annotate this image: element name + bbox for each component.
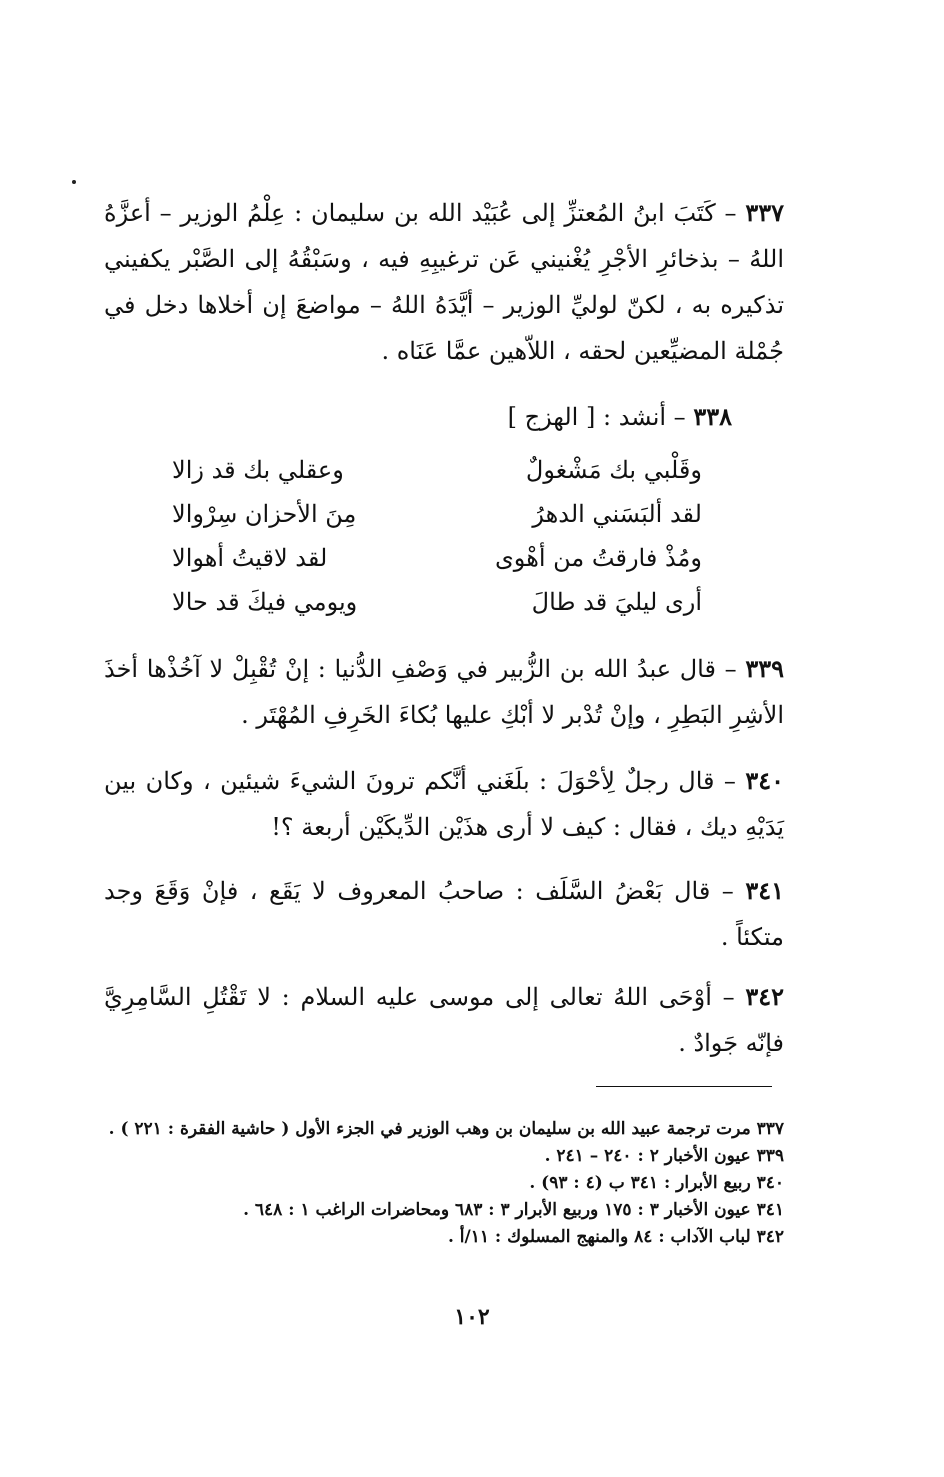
entry-337	[104, 190, 784, 374]
footnote: ٣٣٩ عيون الأخبار ٢ : ٢٤٠ – ٢٤١ .	[544, 1146, 784, 1166]
footnote: ٣٤٢ لباب الآداب : ٨٤ والمنهج المسلوك : ١١/أ .	[447, 1227, 784, 1247]
poem-heading	[104, 394, 732, 440]
entry-number: ٣٣٩	[745, 654, 784, 683]
footnotes	[104, 1116, 784, 1251]
verse-second-hemistich: لقد لاقيتُ أهوالا	[172, 544, 328, 572]
poem-meter: [ الهزج ]	[507, 403, 596, 431]
entry-number: ٣٤١	[745, 876, 784, 905]
entry-339	[104, 646, 784, 738]
verse-line	[172, 536, 702, 580]
verse-line	[172, 448, 702, 492]
entry-number: ٣٣٧	[745, 198, 784, 227]
poem-number: ٣٣٨	[693, 402, 732, 431]
entry-text: – قال عبدُ الله بن الزُّبير في وَصْفِ الدُّنيا : إنْ تُقْبِلْ لا آخُذْها أخذَ الأشِرِ البَطِرِ ، وإنْ تُدْبر لا أبْكِ عليها بُكاءَ الخَرِفِ المُهْتَر .	[104, 655, 784, 729]
verse-second-hemistich: مِنَ الأحزان سِرْوالا	[172, 500, 357, 528]
entry-text: – قال بَعْضُ السَّلَف : صاحبُ المعروف لا يَقَع ، فإنْ وَقَعَ وجد متكئاً .	[104, 877, 784, 951]
footnote: ٣٤١ عيون الأخبار ٣ : ١٧٥ وربيع الأبرار ٣ : ٦٨٣ ومحاضرات الراغب ١ : ٦٤٨ .	[243, 1200, 784, 1220]
entry-number: ٣٤٠	[745, 766, 784, 795]
footnote: ٣٤٠ ربيع الأبرار : ٣٤١ ب (٤ : ٩٣) .	[529, 1173, 784, 1193]
verse-first-hemistich: وقَلْبي بك مَشْغولٌ	[525, 456, 702, 484]
verse-first-hemistich: ومُذْ فارقتُ من أهْوى	[495, 544, 702, 572]
entry-text: – قال رجلٌ لِأحْوَلَ : بلَغَني أنَّكم ترونَ الشيءَ شيئين ، وكان بين يَدَيْهِ ديك ، فقال : كيف لا أرى هذَيْن الدِّيكَيْن أربعة ؟!	[104, 767, 784, 841]
verse-line	[172, 580, 702, 624]
entry-text: – أوْحَى اللهُ تعالى إلى موسى عليه السلام : لا تَقْتُلِ السَّامِرِيَّ فإنّه جَوادٌ .	[104, 983, 784, 1057]
entry-text: – كَتَبَ ابنُ المُعتزِّ إلى عُبَيْد الله بن سليمان : عِلْمُ الوزير – أعزَّهُ اللهُ – بذخائرِ الأجْرِ يُغْنيني عَن ترغيبِهِ فيه ، وسَبْقُهُ إلى الصَّبْر يكفيني تذكيره به ، لكنّ لوليِّ الوزير – أيَّدَهُ اللهُ – مواضعَ إن أخلاها دخل في جُمْلة المضيِّعين لحقه ، اللاّهين عمَّا عَنَاه .	[104, 199, 784, 365]
poem-intro: – أنشد :	[602, 403, 686, 431]
verse-line	[172, 492, 702, 536]
verse-second-hemistich: وعقلي بك قد زالا	[172, 456, 344, 484]
verse-first-hemistich: أرى ليليَ قد طالَ	[531, 588, 702, 616]
stray-mark	[72, 180, 76, 184]
entry-341	[104, 868, 784, 960]
verse-first-hemistich: لقد ألبَسَني الدهرُ	[532, 500, 702, 528]
page-number: ١٠٢	[454, 1304, 490, 1330]
entry-number: ٣٤٢	[745, 982, 784, 1011]
entry-340	[104, 758, 784, 850]
poem-verses	[172, 448, 702, 624]
entry-342	[104, 974, 784, 1066]
footnote-separator	[596, 1086, 772, 1087]
footnote: ٣٣٧ مرت ترجمة عبيد الله بن سليمان بن وهب الوزير في الجزء الأول ( حاشية الفقرة : ٢٢١ ) .	[108, 1119, 784, 1139]
verse-second-hemistich: ويومي فيكَ قد حالا	[172, 588, 358, 616]
